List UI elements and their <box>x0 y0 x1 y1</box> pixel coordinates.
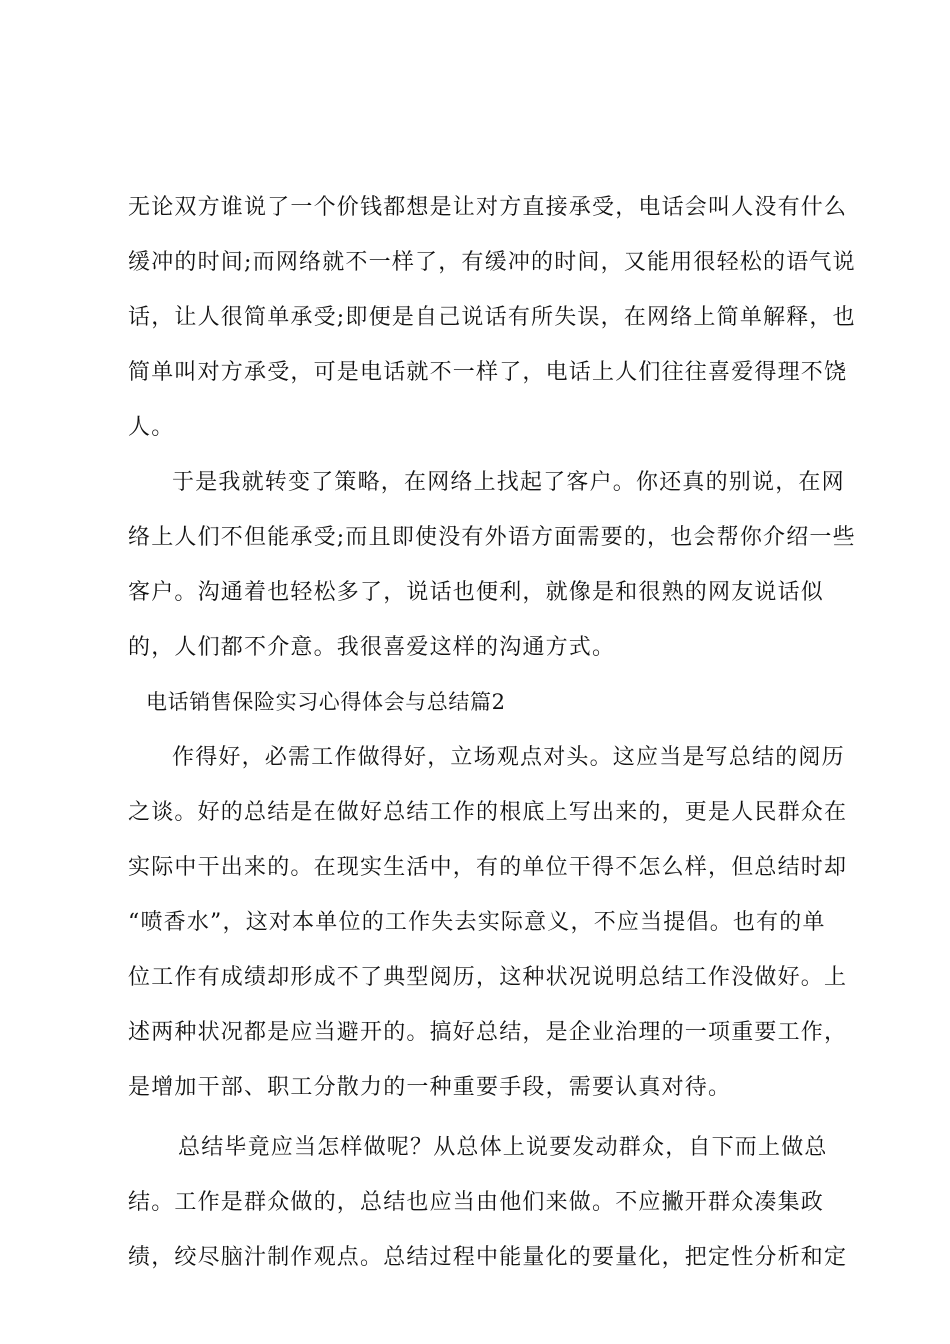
text-line: 结。工作是群众做的，总结也应当由他们来做。不应撇开群众凑集政 <box>128 1190 825 1215</box>
text-line: 绩，绞尽脑汁制作观点。总结过程中能量化的要量化，把定性分析和定 <box>128 1245 848 1270</box>
section-heading: 电话销售保险实习心得体会与总结篇2 <box>146 690 506 714</box>
paragraph-1 <box>128 180 856 455</box>
text-line: 话，让人很简单承受;即便是自己说话有所失误，在网络上简单解释，也 <box>128 305 856 330</box>
document-body <box>128 180 856 1285</box>
text-line: 实际中干出来的。在现实生活中，有的单位干得不怎么样，但总结时却 <box>128 855 848 880</box>
text-line: 之谈。好的总结是在做好总结工作的根底上写出来的，更是人民群众在 <box>128 800 848 825</box>
text-line: 络上人们不但能承受;而且即使没有外语方面需要的，也会帮你介绍一些 <box>128 525 856 550</box>
text-line: “喷香水”，这对本单位的工作失去实际意义，不应当提倡。也有的单 <box>128 910 826 935</box>
text-line: 无论双方谁说了一个价钱都想是让对方直接承受，电话会叫人没有什么 <box>128 195 848 220</box>
paragraph-3 <box>128 730 848 1115</box>
text-line: 总结毕竟应当怎样做呢？从总体上说要发动群众，自下而上做总 <box>178 1135 828 1160</box>
text-line: 缓冲的时间;而网络就不一样了，有缓冲的时间，又能用很轻松的语气说 <box>128 250 856 275</box>
paragraph-2 <box>128 455 856 675</box>
text-line: 作得好，必需工作做得好，立场观点对头。这应当是写总结的阅历 <box>172 745 845 770</box>
text-line: 的，人们都不介意。我很喜爱这样的沟通方式。 <box>128 635 616 660</box>
text-line: 是增加干部、职工分散力的一种重要手段，需要认真对待。 <box>128 1075 732 1100</box>
text-line: 客户。沟通着也轻松多了，说话也便利，就像是和很熟的网友说话似 <box>128 580 825 605</box>
text-line: 述两种状况都是应当避开的。搞好总结，是企业治理的一项重要工作， <box>128 1020 848 1045</box>
text-line: 人。 <box>128 415 175 440</box>
text-line: 位工作有成绩却形成不了典型阅历，这种状况说明总结工作没做好。上 <box>128 965 848 990</box>
paragraph-4 <box>128 1120 848 1285</box>
text-line: 简单叫对方承受，可是电话就不一样了，电话上人们往往喜爱得理不饶 <box>128 360 848 385</box>
text-line: 于是我就转变了策略，在网络上找起了客户。你还真的别说，在网 <box>172 470 845 495</box>
